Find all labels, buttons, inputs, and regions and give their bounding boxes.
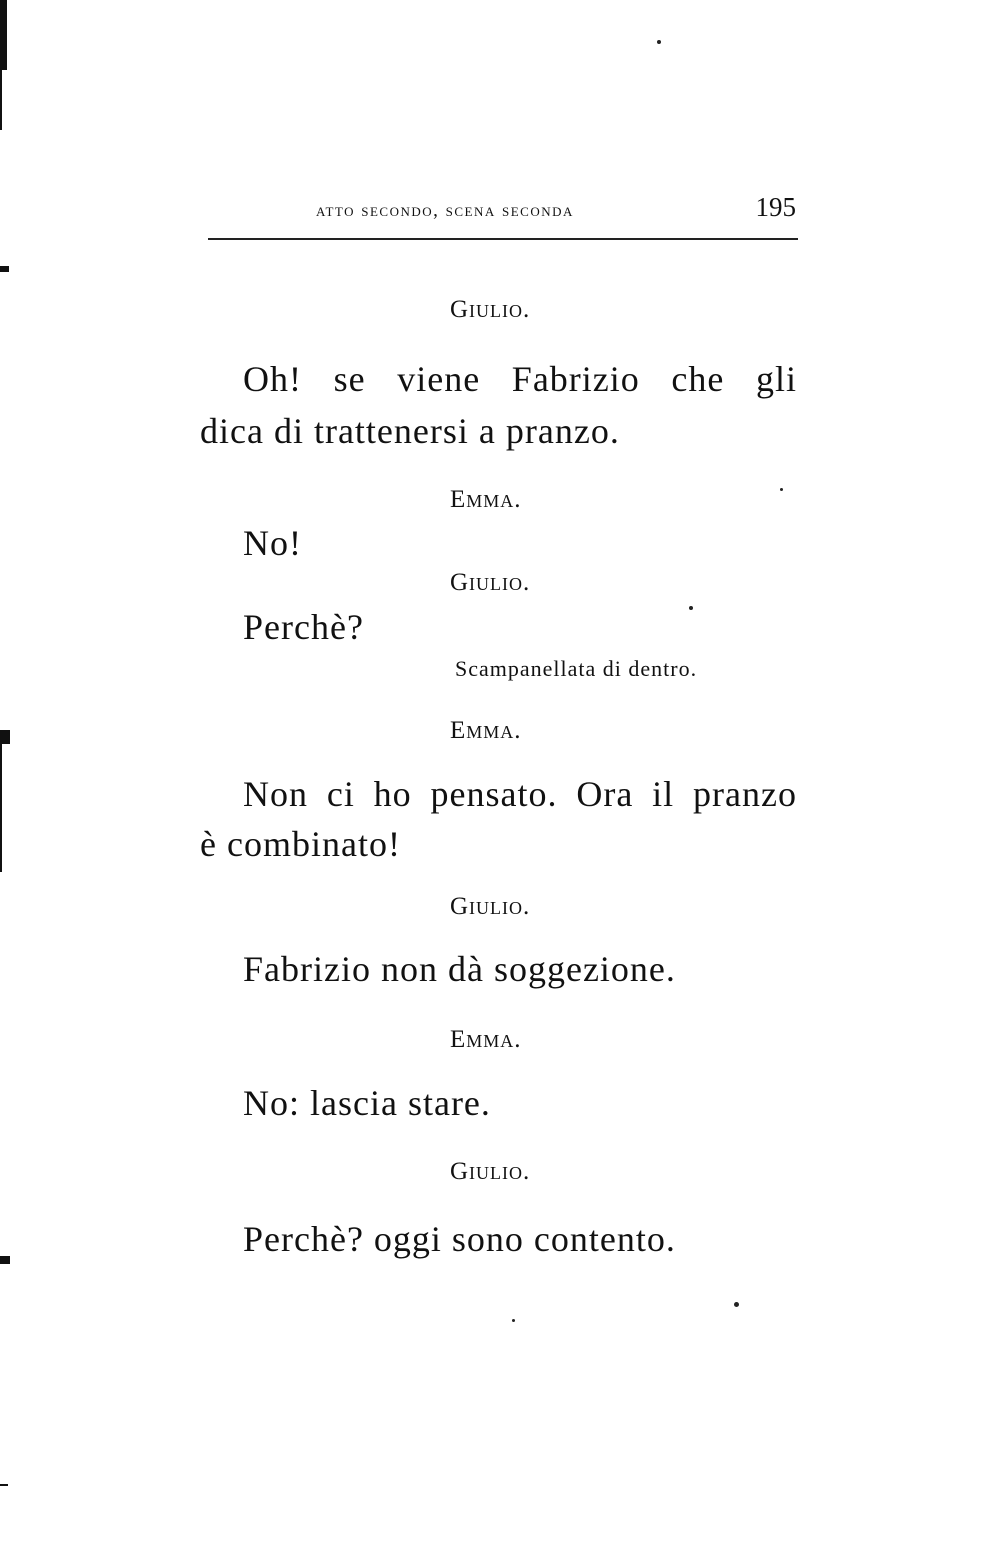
speck [657, 40, 661, 44]
speck [512, 1319, 515, 1322]
dialogue-line: No! [243, 523, 302, 563]
dialogue-line: Perchè? [243, 607, 364, 647]
margin-mark [0, 60, 2, 130]
speaker-name: Emma. [450, 1026, 522, 1053]
margin-mark [0, 1484, 8, 1486]
speck [780, 488, 783, 491]
speck [734, 1302, 739, 1307]
running-head [208, 192, 798, 232]
dialogue-line: No: lascia stare. [243, 1083, 491, 1123]
speaker-name: Giulio. [450, 296, 531, 323]
dialogue-line: dica di trattenersi a pranzo. [200, 411, 620, 451]
dialogue-line: è combinato! [200, 824, 401, 864]
dialogue-line: Non ci ho pensato. Ora il pranzo [243, 774, 797, 814]
dialogue-line: Fabrizio non dà soggezione. [243, 949, 676, 989]
margin-mark [0, 742, 2, 872]
header-rule [208, 238, 798, 240]
speaker-name: Giulio. [450, 1158, 531, 1185]
margin-mark [0, 1256, 10, 1264]
dialogue-line: Perchè? oggi sono contento. [243, 1219, 676, 1259]
margin-mark [0, 266, 9, 272]
dialogue-line: Oh! se viene Fabrizio che gli [243, 359, 797, 399]
speaker-name: Giulio. [450, 569, 531, 596]
speaker-name: Giulio. [450, 893, 531, 920]
speaker-name: Emma. [450, 486, 522, 513]
speck [689, 606, 693, 610]
page-number: 195 [755, 192, 796, 222]
stage-direction: Scampanellata di dentro. [455, 656, 698, 681]
running-head-title: atto secondo, scena seconda [316, 200, 574, 221]
speaker-name: Emma. [450, 717, 522, 744]
